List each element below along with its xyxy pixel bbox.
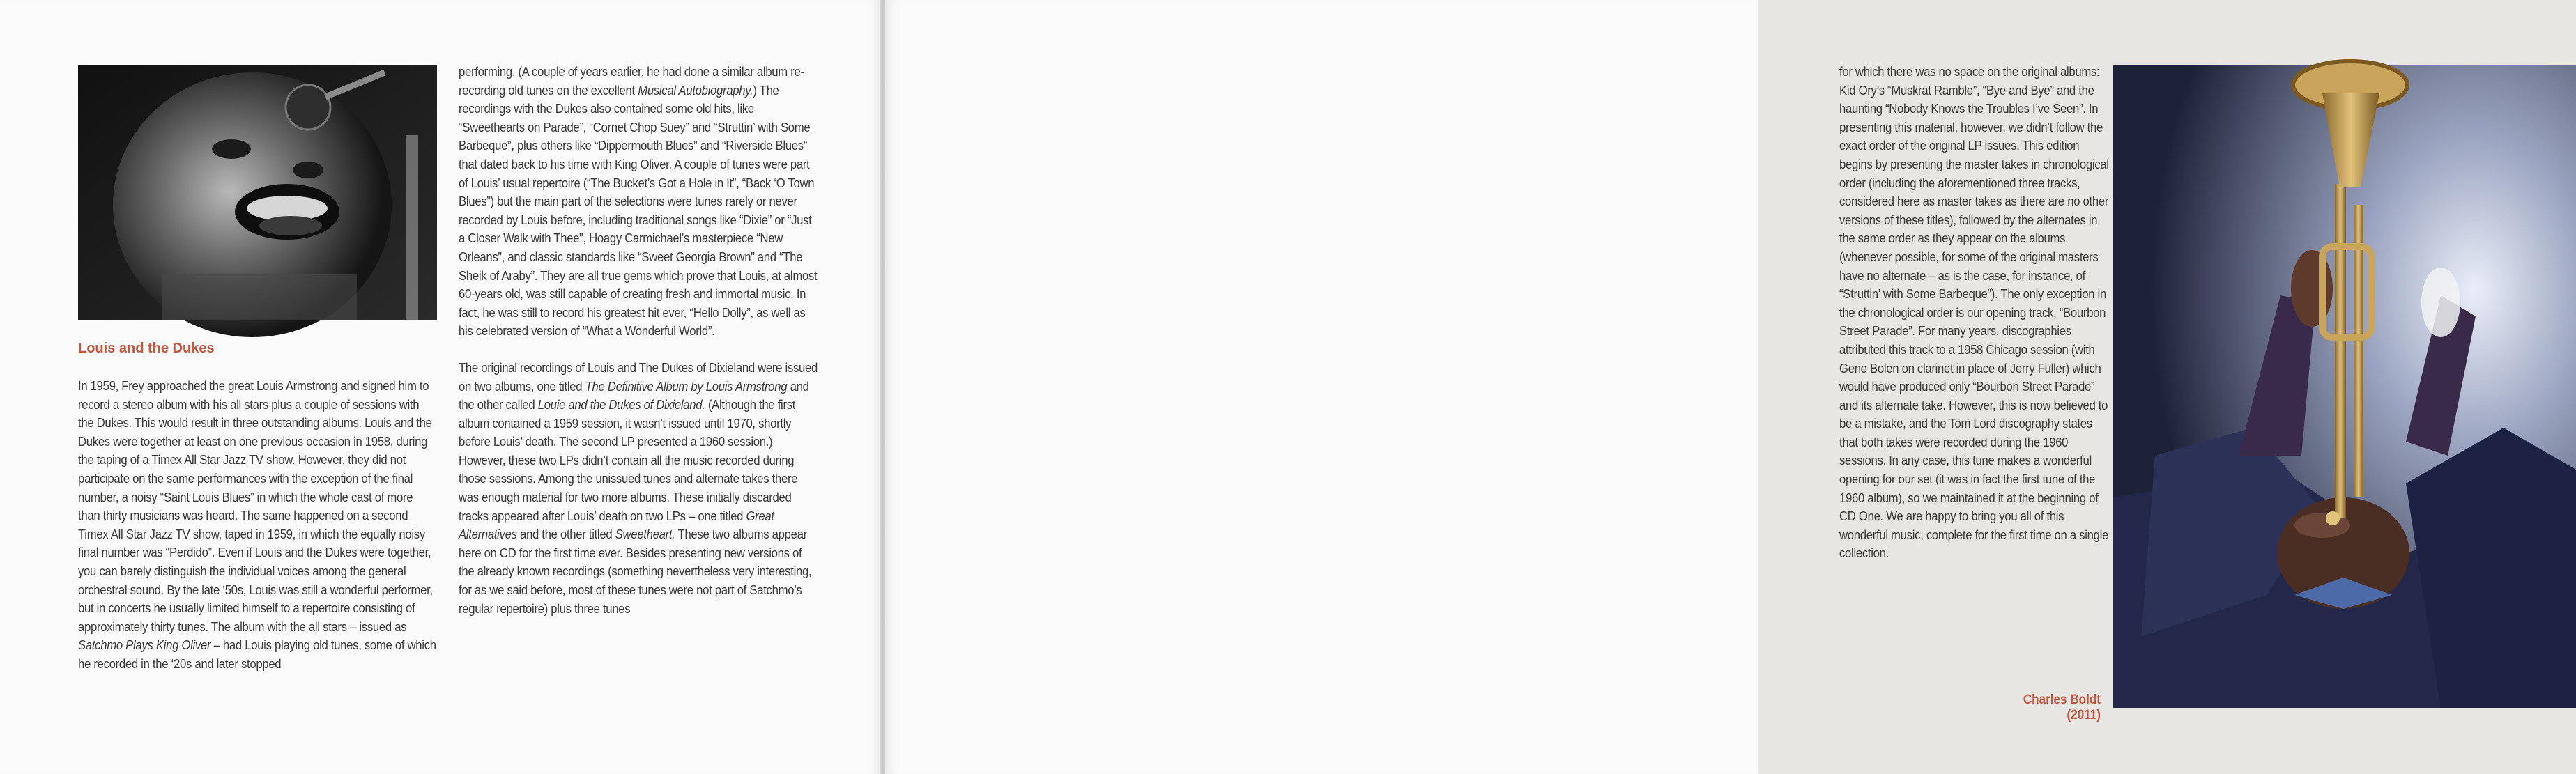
text-run: These two albums appear here on CD for the first time ever. Besides presenting new versions of the already known recordings (something nevertheless very interesting, for as we said before, most of these tunes were not part of Satchmo’s regular repertoire) plus three tunes: [459, 527, 812, 616]
text-run: In 1959, Frey approached the great Louis Armstrong and signed him to record a stereo album with his all stars plus a couple of sessions with the Dukes. This would result in three outstanding albums. Louis and the Dukes were together at least on one previous occasion in 1958, during the taping of a Timex All Star Jazz TV show. However, they did not participate on the same performances with the exception of the final number, a noisy “Saint Louis Blues” in which the whole cast of more than thirty musicians was heard. The same happened on a second Timex All Star Jazz TV show, taped in 1959, in which the equally noisy final number was “Perdido”. Even if Louis and the Dukes were together, you can barely distinguish the individual voices among the general orchestral sound. By the late ‘50s, Louis was still a wonderful performer, but in concerts he usually limited himself to a repertoire consisting of approximately thirty tunes. The album with the all stars – issued as: [78, 378, 433, 634]
louis-armstrong-trumpet-photo: [2113, 65, 2576, 708]
text-run: (Although the first album contained a 1959 session, it wasn’t issued until 1970, shortly before Louis’ death. The second LP presented a 1960 session.) However, these two LPs didn’t contain all the music recorded during those sessions. Among the unissued tunes and alternate takes there was enough material for two more albums. These initially discarded tracks appeared after Louis’ death on two LPs – one titled: [459, 397, 798, 523]
author-credit: Charles Boldt (2011): [2023, 692, 2101, 722]
italic-title: Musical Autobiography.: [638, 82, 753, 98]
louis-armstrong-singing-photo: [78, 65, 437, 320]
italic-title: Satchmo Plays King Oliver: [78, 637, 211, 653]
text-run: ) The recordings with the Dukes also contained some old hits, like “Sweethearts on Parade”, “Cornet Chop Suey” and “Struttin’ with Some Barbeque”, plus others like “Dippermouth Blues” and “Riverside Blues” that dated back to his time with King Oliver. A couple of tunes were part of Louis’ usual repertoire (“The Bucket’s Got a Hole in It”, “Back ‘O Town Blues”) but the main part of the selections were tunes rarely or never recorded by Louis before, including traditional songs like “Dixie” or “Just a Closer Walk with Thee”, Hoagy Carmichael’s masterpiece “New Orleans”, and classic standards like “Sweet Georgia Brown” and “The Sheik of Araby”. They are all true gems which prove that Louis, at almost 60-years old, was still capable of creating fresh and immortal music. In fact, he was still to record his greatest hit ever, “Hello Dolly”, as well as his celebrated version of “What a Wonderful World”.: [459, 82, 818, 339]
paragraph: [1839, 63, 2110, 563]
body-column-1: [78, 377, 438, 692]
italic-title: Louie and the Dukes of Dixieland.: [537, 397, 705, 412]
text-run: – had Louis playing old tunes, some of which he recorded in the ‘20s and later stopped: [78, 637, 436, 671]
text-run: and the other called: [459, 378, 809, 412]
left-page: [0, 0, 882, 774]
right-page: [885, 0, 2109, 774]
italic-title: Great Alternatives: [459, 508, 774, 542]
paragraph: [459, 359, 818, 618]
section-heading: Louis and the Dukes: [78, 341, 215, 356]
body-column-2: [459, 63, 818, 636]
paragraph: [78, 377, 438, 674]
italic-title: Sweetheart.: [615, 527, 675, 542]
text-run: for which there was no space on the original albums: Kid Ory’s “Muskrat Ramble”, “Bye and Bye” and the haunting “Nobody Knows the Troubles I’ve Seen”. In presenting this material, however, we didn’t follow the exact order of the original LP issues. This edition begins by presenting the master takes in chronological order (including the aforementioned three tracks, considered here as master takes as there are no other versions of these titles), followed by the alternates in the same order as they appear on the albums (whenever possible, for some of the original masters have no alternate – as is the case, for instance, of “Struttin’ with Some Barbeque”). The only exception in the chronological order is our opening track, “Bourbon Street Parade”. For many years, discographies attributed this track to a 1958 Chicago session (with Gene Bolen on clarinet in place of Jerry Fuller) which would have produced only “Bourbon Street Parade” and its alternate take. However, this is now believed to be a mistake, and the Tom Lord discography states that both takes were recorded during the 1960 sessions. In any case, this tune makes a wonderful opening for our set (it was in fact the first tune of the 1960 album), so we maintained it at the beginning of CD One. We are happy to bring you all of this wonderful music, complete for the first time on a single collection.: [1839, 64, 2109, 561]
paragraph: [459, 63, 818, 341]
text-run: performing. (A couple of years earlier, he had done a similar album re-recording old tunes on the excellent: [459, 64, 804, 98]
italic-title: The Definitive Album by Louis Armstrong: [585, 378, 788, 394]
text-run: The original recordings of Louis and The Dukes of Dixieland were issued on two albums, one titled: [459, 359, 818, 394]
text-run: and the other titled: [516, 527, 615, 542]
body-column-3: [1839, 63, 2110, 581]
